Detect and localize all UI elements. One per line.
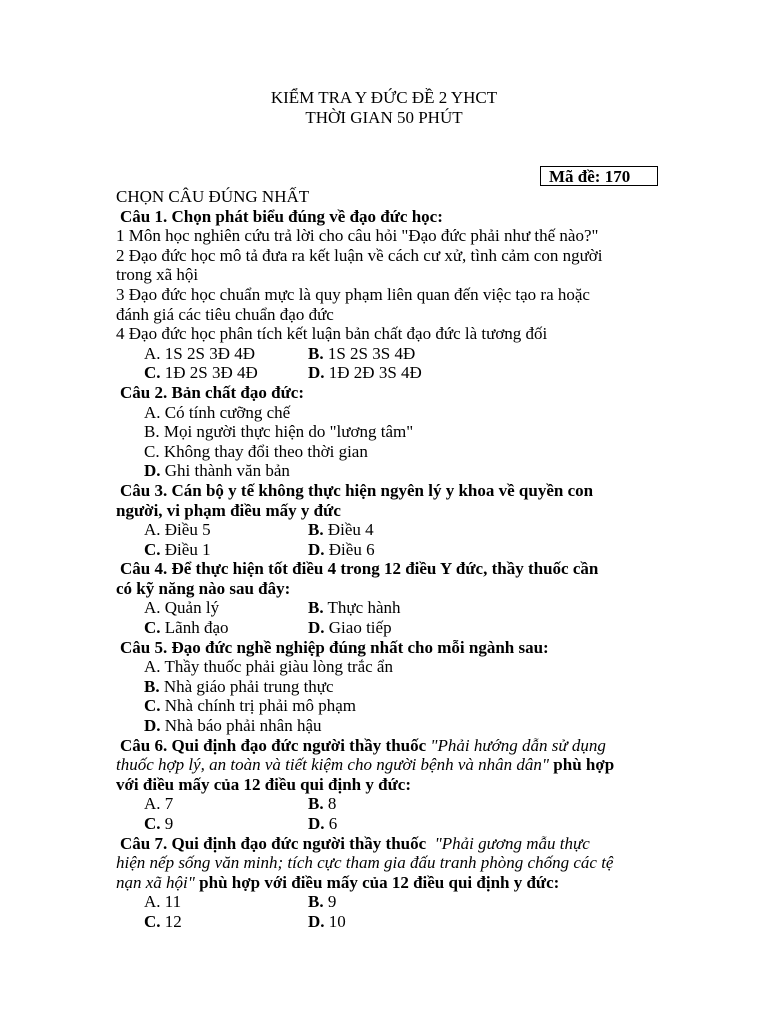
q3-option-c[interactable]: C. Điều 1 <box>144 539 211 559</box>
q2-option-d[interactable]: D. Ghi thành văn bản <box>144 461 290 481</box>
q4-options-row-1 <box>116 598 656 618</box>
q7-option-a[interactable]: A. 11 <box>144 892 182 912</box>
q6-option-d[interactable]: D. 6 <box>308 814 338 833</box>
q1-option-b[interactable]: B. 1S 2S 3S 4Đ <box>308 343 416 363</box>
exam-content <box>116 187 656 932</box>
question-6-title-cont: thuốc hợp lý, an toàn và tiết kiệm cho người bệnh và nhân dân" phù hợp <box>116 755 615 775</box>
q2-option-b[interactable]: B. Mọi người thực hiện do "lương tâm" <box>144 422 414 442</box>
question-7-title-cont-2: nạn xã hội" phù hợp với điều mấy của 12 điều qui định y đức: <box>116 872 560 892</box>
exam-title: KIỂM TRA Y ĐỨC ĐỀ 2 YHCT <box>270 88 498 107</box>
q1-statement-3: 3 Đạo đức học chuẩn mực là quy phạm liên quan đến việc tạo ra hoặc <box>116 284 590 304</box>
exam-header <box>0 88 768 128</box>
q4-options-row-2 <box>116 618 656 638</box>
q1-options-row-1 <box>116 344 656 364</box>
q4-option-b[interactable]: B. Thực hành <box>308 598 401 618</box>
question-4-title-cont: có kỹ năng nào sau đây: <box>116 578 291 598</box>
q6-option-c[interactable]: C. 9 <box>144 814 174 833</box>
question-1-title: Câu 1. Chọn phát biểu đúng về đạo đức học: <box>120 206 443 226</box>
q5-option-a[interactable]: A. Thầy thuốc phải giàu lòng trắc ẩn <box>144 657 393 677</box>
q2-option-a[interactable]: A. Có tính cưỡng chế <box>144 402 291 422</box>
q5-option-b[interactable]: B. Nhà giáo phải trung thực <box>144 676 334 696</box>
exam-duration: THỜI GIAN 50 PHÚT <box>305 108 463 127</box>
q3-option-a[interactable]: A. Điều 5 <box>144 520 211 540</box>
q2-option-c[interactable]: C. Không thay đổi theo thời gian <box>144 441 368 461</box>
exam-code-box: Mã đề: 170 <box>540 166 658 186</box>
q7-options-row-1 <box>116 892 656 912</box>
q1-statement-4: 4 Đạo đức học phân tích kết luận bản chất đạo đức là tương đối <box>116 324 548 344</box>
q1-option-d[interactable]: D. 1Đ 2Đ 3S 4Đ <box>308 363 422 383</box>
q1-option-c[interactable]: C. 1Đ 2S 3Đ 4Đ <box>144 363 258 383</box>
q4-option-a[interactable]: A. Quản lý <box>144 598 220 618</box>
q7-options-row-2 <box>116 912 656 932</box>
question-3-title: Câu 3. Cán bộ y tế không thực hiện ngyên lý y khoa về quyền con <box>120 480 594 500</box>
question-5-title: Câu 5. Đạo đức nghề nghiệp đúng nhất cho mỗi ngành sau: <box>120 637 549 657</box>
q4-option-d[interactable]: D. Giao tiếp <box>308 618 392 638</box>
q6-options-row-1 <box>116 794 656 814</box>
question-4-title: Câu 4. Để thực hiện tốt điều 4 trong 12 điều Y đức, thầy thuốc cần <box>120 559 599 579</box>
q3-option-d[interactable]: D. Điều 6 <box>308 539 375 559</box>
q6-option-a[interactable]: A. 7 <box>144 794 174 814</box>
question-2-title: Câu 2. Bản chất đạo đức: <box>120 382 305 402</box>
q3-option-b[interactable]: B. Điều 4 <box>308 520 374 540</box>
question-6-title: Câu 6. Qui định đạo đức người thầy thuốc "Phải hướng dẫn sử dụng <box>120 735 606 755</box>
question-7-title-cont: hiện nếp sống văn minh; tích cực tham gia đấu tranh phòng chống các tệ <box>116 853 614 873</box>
q7-option-d[interactable]: D. 10 <box>308 911 346 931</box>
q1-statement-1: 1 Môn học nghiên cứu trả lời cho câu hỏi "Đạo đức phải như thế nào?" <box>116 226 599 246</box>
q7-option-c[interactable]: C. 12 <box>144 911 182 931</box>
q1-statement-2-cont: trong xã hội <box>116 265 199 285</box>
q1-options-row-2 <box>116 363 656 383</box>
q6-options-row-2 <box>116 814 656 834</box>
q1-option-a[interactable]: A. 1S 2S 3Đ 4Đ <box>144 343 255 363</box>
q5-option-c[interactable]: C. Nhà chính trị phải mô phạm <box>144 696 356 716</box>
q7-option-b[interactable]: B. 9 <box>308 892 337 912</box>
q1-statement-3-cont: đánh giá các tiêu chuẩn đạo đức <box>116 304 334 324</box>
q5-option-d[interactable]: D. Nhà báo phải nhân hậu <box>144 716 322 736</box>
question-7-title: Câu 7. Qui định đạo đức người thầy thuốc "Phải gương mẫu thực <box>120 833 590 853</box>
q3-options-row-1 <box>116 520 656 540</box>
q6-option-b[interactable]: B. 8 <box>308 794 337 814</box>
q4-option-c[interactable]: C. Lãnh đạo <box>144 618 229 638</box>
instruction: CHỌN CÂU ĐÚNG NHẤT <box>116 187 310 206</box>
question-3-title-cont: người, vi phạm điều mấy y đức <box>116 500 341 520</box>
q3-options-row-2 <box>116 540 656 560</box>
q1-statement-2: 2 Đạo đức học mô tả đưa ra kết luận về cách cư xử, tình cảm con người <box>116 245 603 265</box>
question-6-title-cont-2: với điều mấy của 12 điều qui định y đức: <box>116 774 411 794</box>
